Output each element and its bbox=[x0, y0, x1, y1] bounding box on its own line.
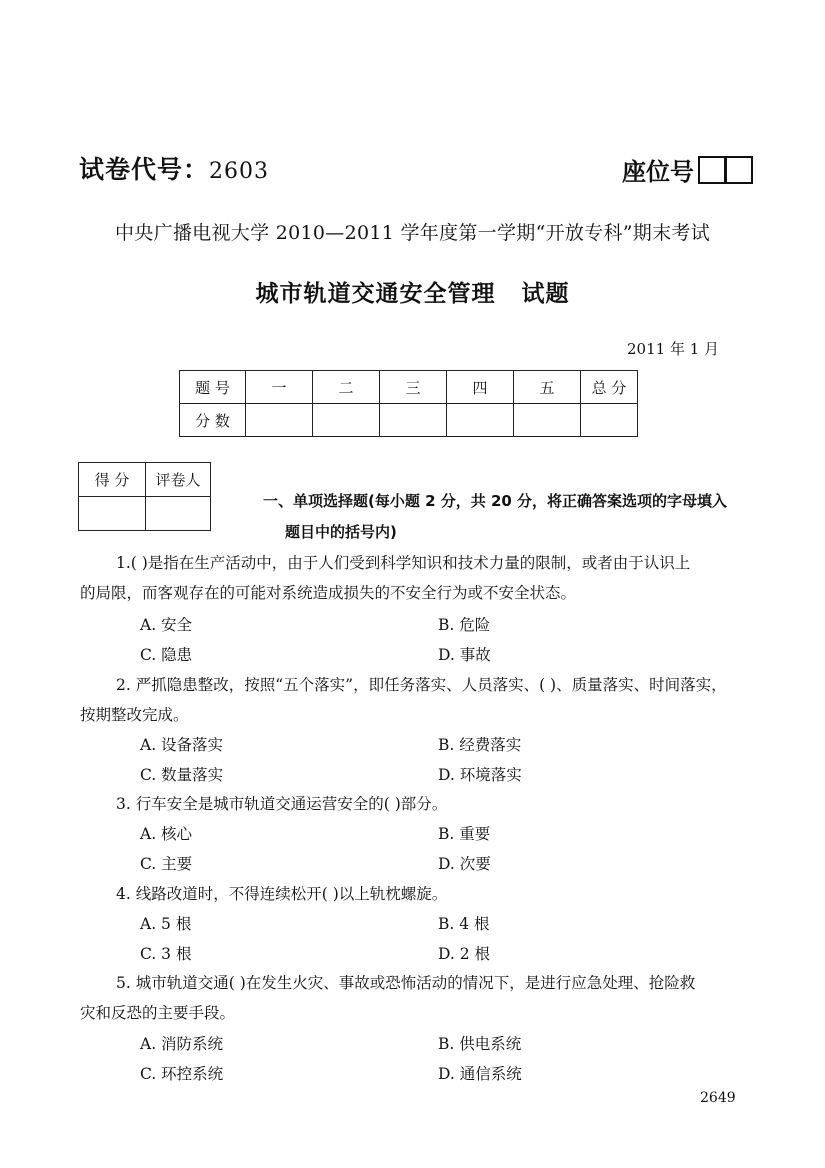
subject-title bbox=[0, 275, 825, 308]
question-3-option-a: A. 核心 bbox=[140, 825, 193, 843]
score-table-column: 二 bbox=[313, 371, 380, 404]
question-1-option-a: A. 安全 bbox=[140, 616, 193, 634]
score-cell bbox=[313, 404, 380, 437]
score-table-column: 三 bbox=[380, 371, 447, 404]
question-4-option-a: A. 5 根 bbox=[140, 915, 192, 933]
question-1-option-c: C. 隐患 bbox=[140, 646, 193, 664]
grader-table bbox=[78, 462, 211, 531]
question-3-option-c: C. 主要 bbox=[140, 855, 193, 873]
question-2-option-a: A. 设备落实 bbox=[140, 736, 224, 754]
question-4-option-d: D. 2 根 bbox=[438, 945, 491, 963]
exam-title: 中央广播电视大学 2010—2011 学年度第一学期“开放专科”期末考试 bbox=[114, 222, 710, 244]
score-cell bbox=[581, 404, 638, 437]
score-cell bbox=[246, 404, 313, 437]
paper-code-value: 2603 bbox=[209, 159, 270, 184]
question-2-option-c: C. 数量落实 bbox=[140, 766, 224, 784]
score-table-column: 五 bbox=[514, 371, 581, 404]
question-5-line-1: 5. 城市轨道交通( )在发生火灾、事故或恐怖活动的情况下，是进行应急处理、抢险救 bbox=[116, 974, 696, 992]
question-1-option-b: B. 危险 bbox=[438, 616, 491, 634]
score-cell bbox=[380, 404, 447, 437]
score-table-row-label: 分 数 bbox=[180, 404, 246, 437]
question-3-option-b: B. 重要 bbox=[438, 825, 491, 843]
exam-date: 2011 年 1 月 bbox=[627, 340, 720, 358]
question-1-line-2: 的局限，而客观存在的可能对系统造成损失的不安全行为或不安全状态。 bbox=[80, 584, 577, 602]
section-heading bbox=[263, 486, 763, 548]
question-2-line-2: 按期整改完成。 bbox=[80, 706, 189, 724]
paper-code-label: 试卷代号： bbox=[79, 155, 210, 184]
section-heading-line: 一、单项选择题(每小题 2 分，共 20 分，将正确答案选项的字母填入 bbox=[263, 492, 728, 510]
grader-name-cell bbox=[146, 497, 211, 531]
question-1-option-d: D. 事故 bbox=[438, 646, 491, 664]
section-heading-line: 题目中的括号内) bbox=[285, 523, 397, 541]
score-table-column: 四 bbox=[447, 371, 514, 404]
question-1-line-1: 1.( )是指在生产活动中，由于人们受到科学知识和技术力量的限制，或者由于认识上 bbox=[116, 554, 691, 572]
seat-number-label: 座位号 bbox=[622, 158, 694, 186]
subject-name: 城市轨道交通安全管理 bbox=[255, 281, 496, 307]
question-4-option-b: B. 4 根 bbox=[438, 915, 490, 933]
subject-suffix: 试题 bbox=[521, 281, 570, 307]
question-2-line-1: 2. 严抓隐患整改，按照“五个落实”，即任务落实、人员落实、( )、质量落实、时间落实， bbox=[116, 676, 727, 694]
question-5-option-d: D. 通信系统 bbox=[438, 1065, 522, 1083]
question-5-line-2: 灾和反恐的主要手段。 bbox=[80, 1004, 236, 1022]
question-3-line-1: 3. 行车安全是城市轨道交通运营安全的( )部分。 bbox=[116, 795, 448, 813]
score-table-column: 总 分 bbox=[581, 371, 638, 404]
page-number: 2649 bbox=[700, 1090, 736, 1106]
seat-box bbox=[698, 156, 726, 184]
grader-score-cell bbox=[79, 497, 146, 531]
question-5-option-b: B. 供电系统 bbox=[438, 1035, 522, 1053]
grader-score-label: 得 分 bbox=[79, 463, 146, 497]
question-2-option-d: D. 环境落实 bbox=[438, 766, 522, 784]
score-cell bbox=[514, 404, 581, 437]
score-table-column: 一 bbox=[246, 371, 313, 404]
question-3-option-d: D. 次要 bbox=[438, 855, 491, 873]
score-table-header: 题 号 bbox=[180, 371, 246, 404]
seat-box bbox=[725, 156, 753, 184]
question-4-line-1: 4. 线路改道时，不得连续松开( )以上轨枕螺旋。 bbox=[116, 885, 448, 903]
score-table bbox=[179, 370, 638, 437]
question-5-option-c: C. 环控系统 bbox=[140, 1065, 224, 1083]
score-cell bbox=[447, 404, 514, 437]
seat-number bbox=[622, 152, 753, 187]
question-5-option-a: A. 消防系统 bbox=[140, 1035, 224, 1053]
question-4-option-c: C. 3 根 bbox=[140, 945, 192, 963]
grader-name-label: 评卷人 bbox=[146, 463, 211, 497]
paper-code bbox=[79, 150, 269, 186]
question-2-option-b: B. 经费落实 bbox=[438, 736, 522, 754]
